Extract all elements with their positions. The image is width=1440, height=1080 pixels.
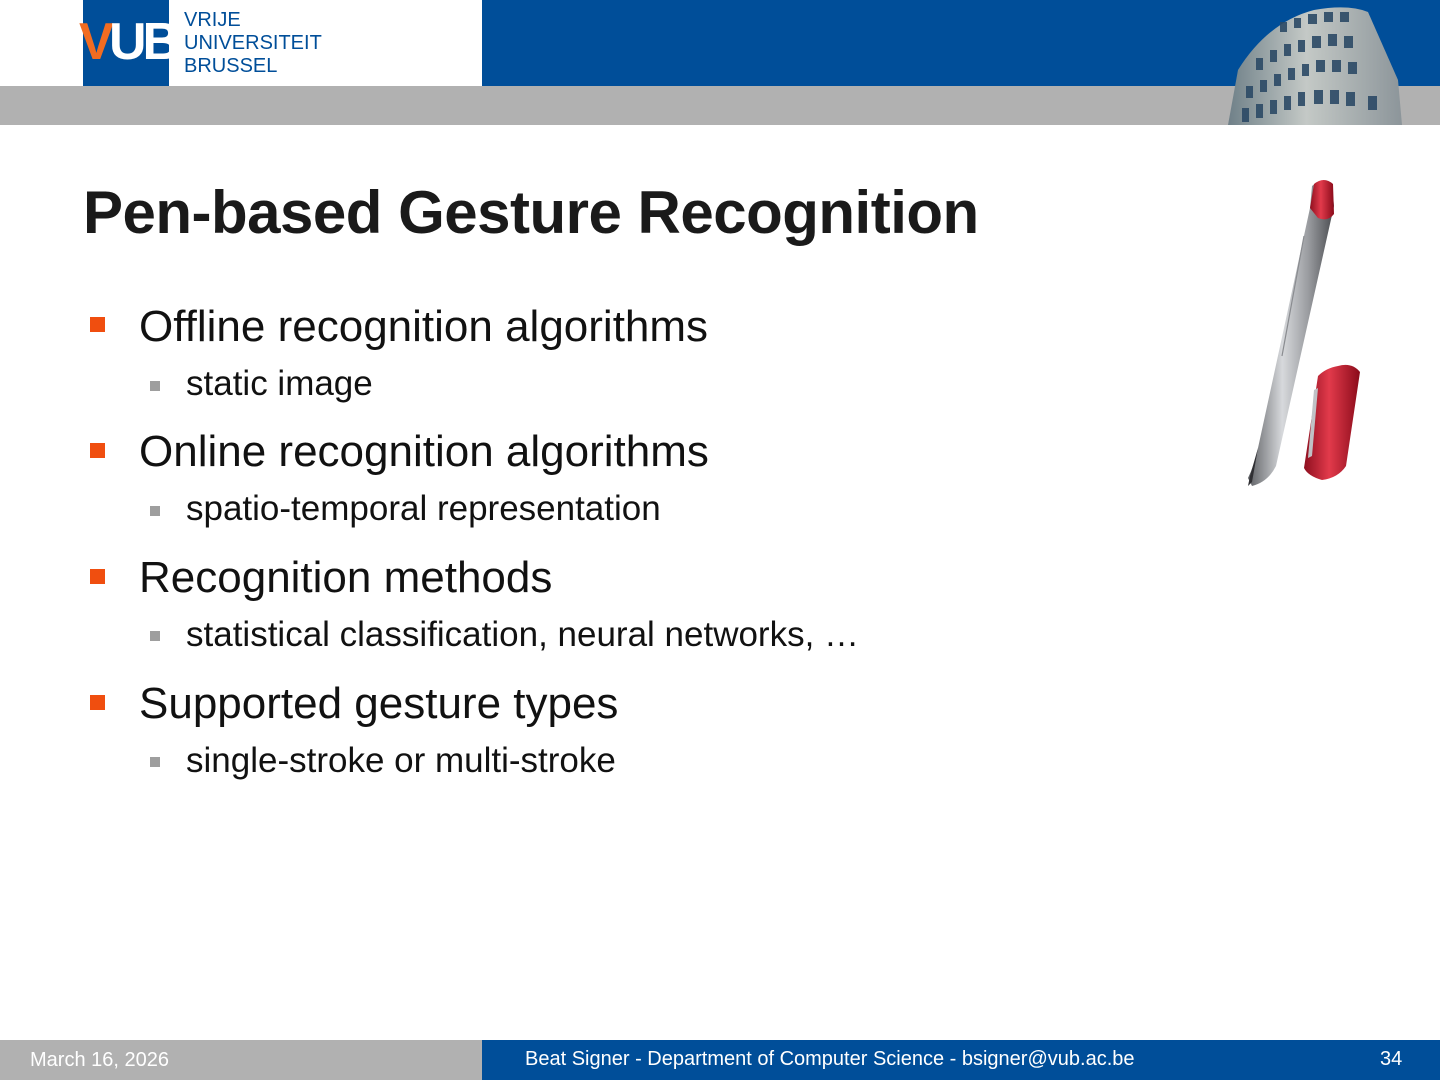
university-name-line-2: UNIVERSITEIT xyxy=(184,32,322,54)
vub-logo-v: V xyxy=(79,13,110,71)
sub-bullet-item: single-stroke or multi-stroke xyxy=(186,741,616,780)
footer-author: Beat Signer - Department of Computer Science - bsigner@vub.ac.be xyxy=(525,1048,1135,1070)
sub-bullet-marker xyxy=(150,757,160,767)
sub-bullet-marker xyxy=(150,506,160,516)
slide-title: Pen-based Gesture Recognition xyxy=(83,179,979,246)
footer-date: March 16, 2026 xyxy=(30,1049,169,1071)
sub-bullet-item: statistical classification, neural networks, … xyxy=(186,615,860,654)
bullet-marker xyxy=(90,569,105,584)
building-photo xyxy=(1228,0,1404,125)
vub-logo-ub: UB xyxy=(109,13,177,71)
digital-pen-photo xyxy=(1238,176,1368,492)
page-number: 34 xyxy=(1380,1048,1403,1070)
university-name-line-3: BRUSSEL xyxy=(184,55,278,77)
vub-logo xyxy=(79,0,177,86)
university-name xyxy=(184,9,322,78)
bullet-item: Offline recognition algorithms xyxy=(139,302,709,351)
bullet-item: Online recognition algorithms xyxy=(139,427,709,476)
sub-bullet-item: spatio-temporal representation xyxy=(186,489,661,528)
sub-bullet-item: static image xyxy=(186,364,373,403)
bullet-item: Recognition methods xyxy=(139,553,553,602)
header-gray-band xyxy=(0,86,1440,125)
bullet-marker xyxy=(90,695,105,710)
sub-bullet-marker xyxy=(150,631,160,641)
sub-bullet-marker xyxy=(150,381,160,391)
bullet-marker xyxy=(90,317,105,332)
bullet-marker xyxy=(90,443,105,458)
university-name-line-1: VRIJE xyxy=(184,9,241,31)
bullet-item: Supported gesture types xyxy=(139,679,619,728)
